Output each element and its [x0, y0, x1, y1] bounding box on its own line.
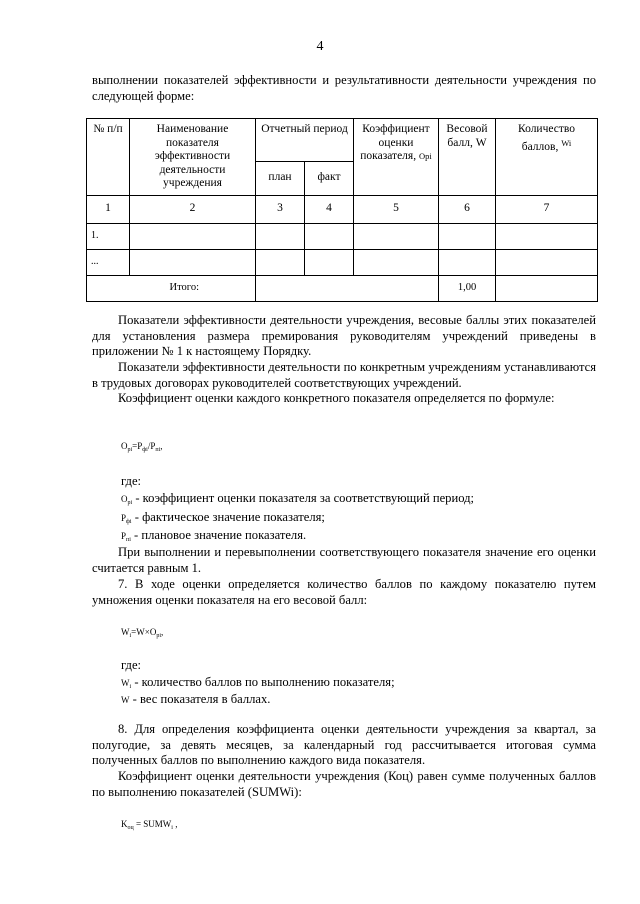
formula-coefficient: $O_{рi}=P_{фi}/P_{пi}$,	[121, 441, 163, 453]
report-form-table	[86, 118, 598, 302]
row-weight	[439, 249, 496, 275]
col-number-2: 2	[130, 195, 256, 223]
total-count	[496, 275, 598, 301]
paragraph-overfulfilment: При выполнении и перевыполнении соответствующего показателя значение его оценки считается равным 1.	[92, 545, 596, 575]
col-number-6: 6	[439, 195, 496, 223]
row-plan	[256, 223, 305, 249]
row-num: 1.	[87, 223, 130, 249]
col-number-7: 7	[496, 195, 598, 223]
row-plan	[256, 249, 305, 275]
definition-pfi: $P_{фi}$ - фактическое значение показателя;	[121, 510, 325, 525]
row-name	[130, 223, 256, 249]
row-coef	[354, 223, 439, 249]
row-num: ...	[87, 249, 130, 275]
formula-koc: $K_{оц}$ = $SUMW_i$ ,	[121, 819, 178, 831]
paragraph-koc: Коэффициент оценки деятельности учреждения (Коц) равен сумме полученных баллов по выполнению показателей (SUMWi):	[92, 769, 596, 799]
paragraph-coefficient: Коэффициент оценки каждого конкретного показателя определяется по формуле:	[118, 391, 555, 405]
total-row	[87, 275, 598, 301]
col-number-4: 4	[305, 195, 354, 223]
total-label: Итого:	[87, 275, 256, 301]
header-period: Отчетный период	[256, 119, 354, 162]
header-coefficient-symbol: Oрi	[418, 151, 432, 161]
total-empty	[256, 275, 439, 301]
total-weight: 1,00	[439, 275, 496, 301]
definition-wi: $W_i$ - количество баллов по выполнению показателя;	[121, 675, 395, 690]
header-count-text: Количество баллов,	[518, 123, 575, 153]
header-weight: Весовой балл, W	[439, 119, 496, 196]
table-row	[87, 249, 598, 275]
paragraph-indicators: Показатели эффективности деятельности учреждения, весовые баллы этих показателей для установления размера премирования руководителям учреждений приведены в приложении № 1 к настоящему Порядку.	[92, 313, 596, 359]
header-count-symbol: Wi	[561, 137, 572, 148]
row-fact	[305, 249, 354, 275]
col-number-3: 3	[256, 195, 305, 223]
header-name: Наименование показателя эффективности деятельности учреждения	[130, 119, 256, 196]
row-coef	[354, 249, 439, 275]
header-coefficient	[354, 119, 439, 196]
page-number: 4	[316, 39, 324, 54]
paragraph-8: 8. Для определения коэффициента оценки деятельности учреждения за квартал, за полугодие, за девять месяцев, за календарный год рассчитывается итоговая сумма полученных баллов по выполнению каждого вида показателя.	[92, 722, 596, 768]
paragraph-7: 7. В ходе оценки определяется количество баллов по каждому показателю путем умножения оценки показателя на его весовой балл:	[92, 577, 596, 607]
row-count	[496, 249, 598, 275]
header-num: № п/п	[87, 119, 130, 196]
intro-paragraph: выполнении показателей эффективности и результативности деятельности учреждения по следующей форме:	[92, 73, 596, 103]
table-row	[87, 223, 598, 249]
header-fact: факт	[305, 161, 354, 195]
header-coefficient-text: Коэффициент оценки показателя,	[360, 123, 430, 162]
formula-points: $W_i=W\times O_{рi}$,	[121, 627, 164, 639]
row-name	[130, 249, 256, 275]
definition-w: W - вес показателя в баллах.	[121, 692, 271, 706]
paragraph-contracts: Показатели эффективности деятельности по конкретным учреждениям устанавливаются в трудовых договорах руководителей соответствующих учреждений.	[92, 360, 596, 390]
where-label-1: где:	[121, 474, 142, 488]
row-weight	[439, 223, 496, 249]
header-plan: план	[256, 161, 305, 195]
where-label-2: где:	[121, 658, 142, 672]
col-number-1: 1	[87, 195, 130, 223]
definition-ppi: $P_{пi}$ - плановое значение показателя.	[121, 528, 307, 543]
definition-opi: $O_{рi}$ - коэффициент оценки показателя за соответствующий период;	[121, 491, 475, 506]
row-fact	[305, 223, 354, 249]
header-count	[496, 119, 598, 196]
row-count	[496, 223, 598, 249]
col-number-5: 5	[354, 195, 439, 223]
